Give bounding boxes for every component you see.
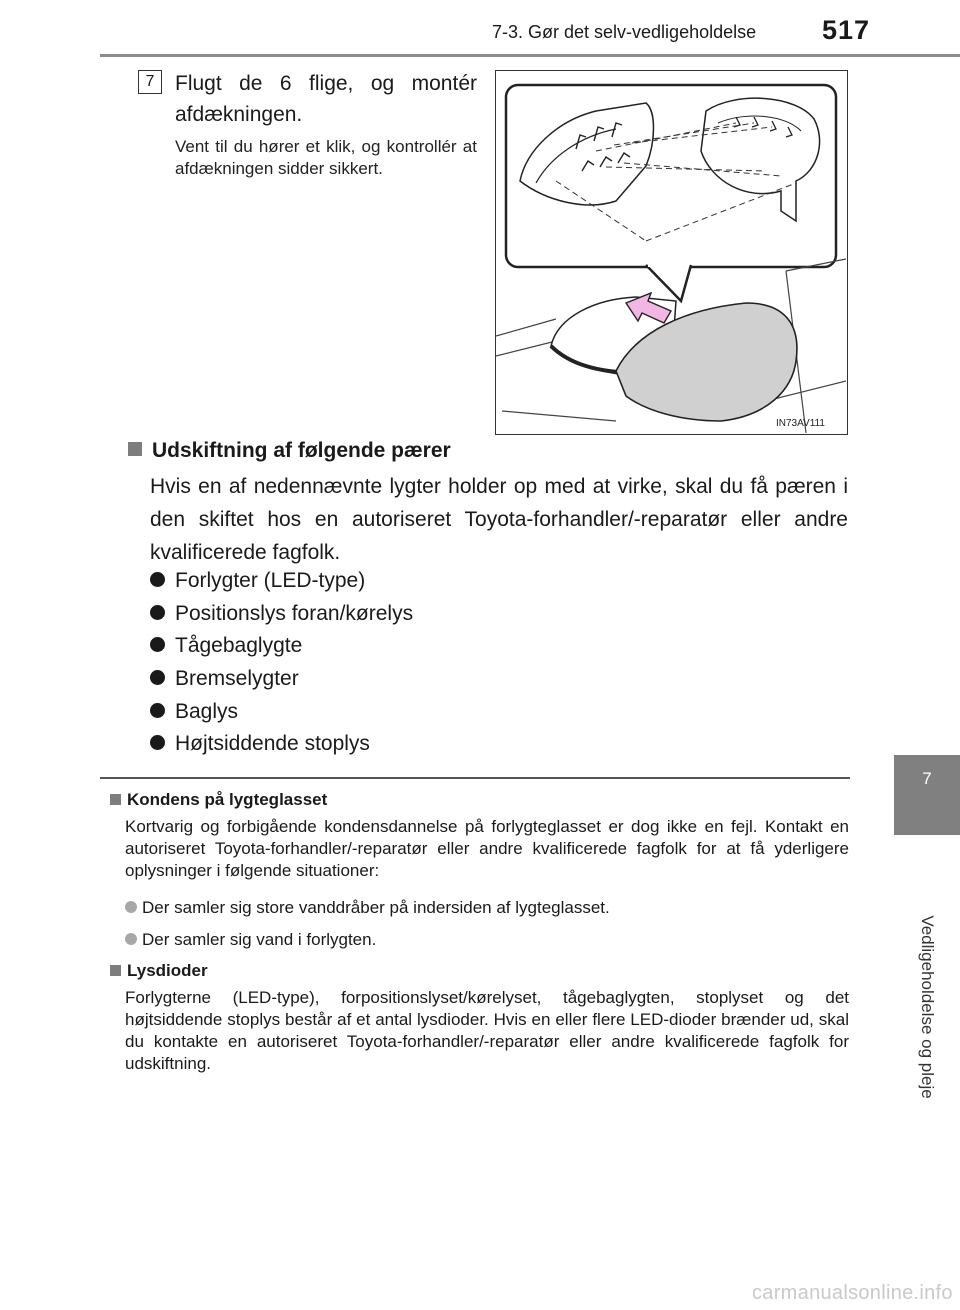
- led-body: Forlygterne (LED-type), forpositionslyset/kørelyset, tågebaglygten, stoplyset og det højtsiddende stoplys består af et antal lysdioder. Hvis en eller flere LED-dioder brænder ud, skal du kontakte en autoriseret Toyota-forhandler/-reparatør eller andre kvalificerede fagfolk for udskiftning.: [125, 988, 849, 1073]
- list-item: Højtsiddende stoplys: [150, 728, 848, 761]
- square-bullet-icon: [128, 442, 142, 456]
- section-title: 7-3. Gør det selv-vedligeholdelse: [492, 22, 757, 42]
- list-item: Tågebaglygte: [150, 630, 848, 663]
- mirror-cover-drawing: [496, 71, 846, 433]
- lamp-list: [150, 565, 848, 761]
- section-heading: [128, 439, 451, 463]
- chapter-label: Vedligeholdelse og pleje: [918, 915, 937, 1099]
- step-instruction: Flugt de 6 flige, og montér afdækningen.: [175, 72, 477, 126]
- bullet-icon: [150, 605, 165, 620]
- square-bullet-icon: [110, 794, 121, 805]
- condensation-bullet: Der samler sig vand i forlygten.: [125, 930, 376, 950]
- step-number: 7: [138, 70, 162, 94]
- bullet-icon: [125, 933, 137, 945]
- list-item: Baglys: [150, 696, 848, 729]
- chapter-tab: 7: [894, 755, 960, 835]
- mirror-cover-illustration: [495, 70, 848, 435]
- info-divider: [100, 777, 850, 779]
- bullet-icon: [150, 572, 165, 587]
- page-number: 517: [822, 15, 871, 45]
- step-note: Vent til du hører et klik, og kontrollér at afdækningen sidder sikkert.: [175, 137, 477, 178]
- condensation-bullet: Der samler sig store vanddråber på indersiden af lygteglasset.: [125, 898, 610, 918]
- condensation-heading: Kondens på lygteglasset: [110, 790, 327, 810]
- square-bullet-icon: [110, 965, 121, 976]
- led-heading: Lysdioder: [110, 961, 208, 981]
- section-body: Hvis en af nedennævnte lygter holder op med at virke, skal du få pæren i den skiftet hos en autoriseret Toyota-forhandler/-reparatør eller andre kvalificerede fagfolk.: [150, 475, 848, 564]
- bullet-icon: [150, 703, 165, 718]
- header-rule: [100, 54, 960, 57]
- list-item: Positionslys foran/kørelys: [150, 598, 848, 631]
- watermark: carmanualsonline.info: [752, 1282, 953, 1304]
- figure-code: IN73AV111: [776, 418, 825, 429]
- list-item: Forlygter (LED-type): [150, 565, 848, 598]
- section-heading-text: Udskiftning af følgende pærer: [152, 439, 451, 462]
- bullet-icon: [150, 637, 165, 652]
- bullet-icon: [150, 670, 165, 685]
- condensation-body: Kortvarig og forbigående kondensdannelse på forlygteglasset er dog ikke en fejl. Kontakt en autoriseret Toyota-forhandler/-reparatør eller andre kvalificerede fagfolk for at få yderligere oplysninger i følgende situationer:: [125, 817, 849, 880]
- list-item: Bremselygter: [150, 663, 848, 696]
- bullet-icon: [125, 901, 137, 913]
- bullet-icon: [150, 735, 165, 750]
